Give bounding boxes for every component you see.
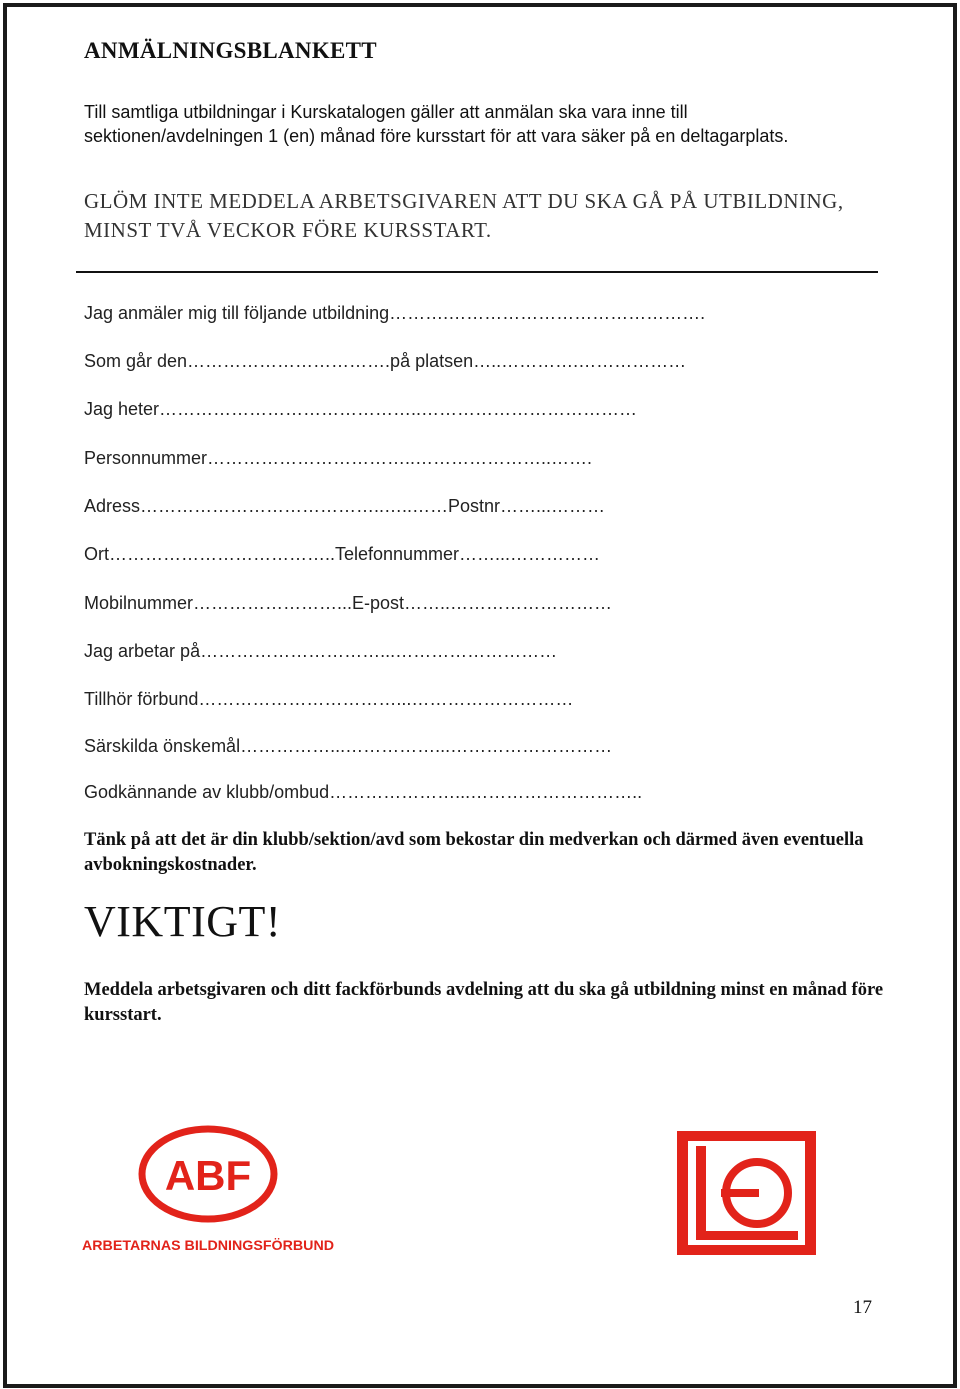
intro-paragraph: Till samtliga utbildningar i Kurskatalogen gäller att anmälan ska vara inne till sektionen/avdelningen 1 (en) månad före kursstart för att vara säker på en deltagarplats. — [84, 102, 789, 146]
field-arbetsplats[interactable]: Jag arbetar på…………………………...……………………… — [84, 641, 558, 661]
field-utbildning[interactable]: Jag anmäler mig till följande utbildning……….……………………………………. — [84, 303, 706, 323]
field-namn[interactable]: Jag heter……………………………………..……………………………… — [84, 399, 638, 419]
abf-logo — [82, 1124, 340, 1259]
field-onskemal[interactable]: Särskilda önskemål……………...……………...……………………… — [84, 736, 613, 756]
page-title: ANMÄLNINGSBLANKETT — [84, 38, 377, 63]
lo-logo — [677, 1131, 816, 1255]
field-godkannande[interactable]: Godkännande av klubb/ombud…………………...……………………….. — [84, 782, 643, 802]
field-datum-plats[interactable]: Som går den…………………………….på platsen…..………….……………… — [84, 351, 687, 371]
cost-note: Tänk på att det är din klubb/sektion/avd som bekostar din medverkan och därmed även eventuella avbokningskostnader. — [84, 830, 864, 875]
important-heading: VIKTIGT! — [84, 897, 282, 946]
abf-mark-text: ABF — [164, 1152, 252, 1199]
field-ort-telefon[interactable]: Ort………………………………..Telefonnummer……...…………… — [84, 544, 601, 564]
field-adress-postnr[interactable]: Adress…………………………………..…..……Postnr……...……… — [84, 496, 606, 516]
field-mobil-epost[interactable]: Mobilnummer……………………...E-post……..……………………… — [84, 593, 613, 613]
warning-paragraph: GLÖM INTE MEDDELA ARBETSGIVAREN ATT DU SKA GÅ PÅ UTBILDNING, MINST TVÅ VECKOR FÖRE KURSSTART. — [84, 189, 844, 242]
important-text: Meddela arbetsgivaren och ditt fackförbunds avdelning att du ska gå utbildning minst en månad före kursstart. — [84, 980, 884, 1025]
divider-line — [76, 271, 878, 273]
field-forbund[interactable]: Tillhör förbund……………………………...……………………… — [84, 689, 574, 709]
page-number: 17 — [853, 1297, 872, 1318]
abf-name-text: ARBETARNAS BILDNINGSFÖRBUND — [82, 1237, 334, 1253]
field-personnummer[interactable]: Personnummer……………………………..…………………..……. — [84, 448, 593, 468]
